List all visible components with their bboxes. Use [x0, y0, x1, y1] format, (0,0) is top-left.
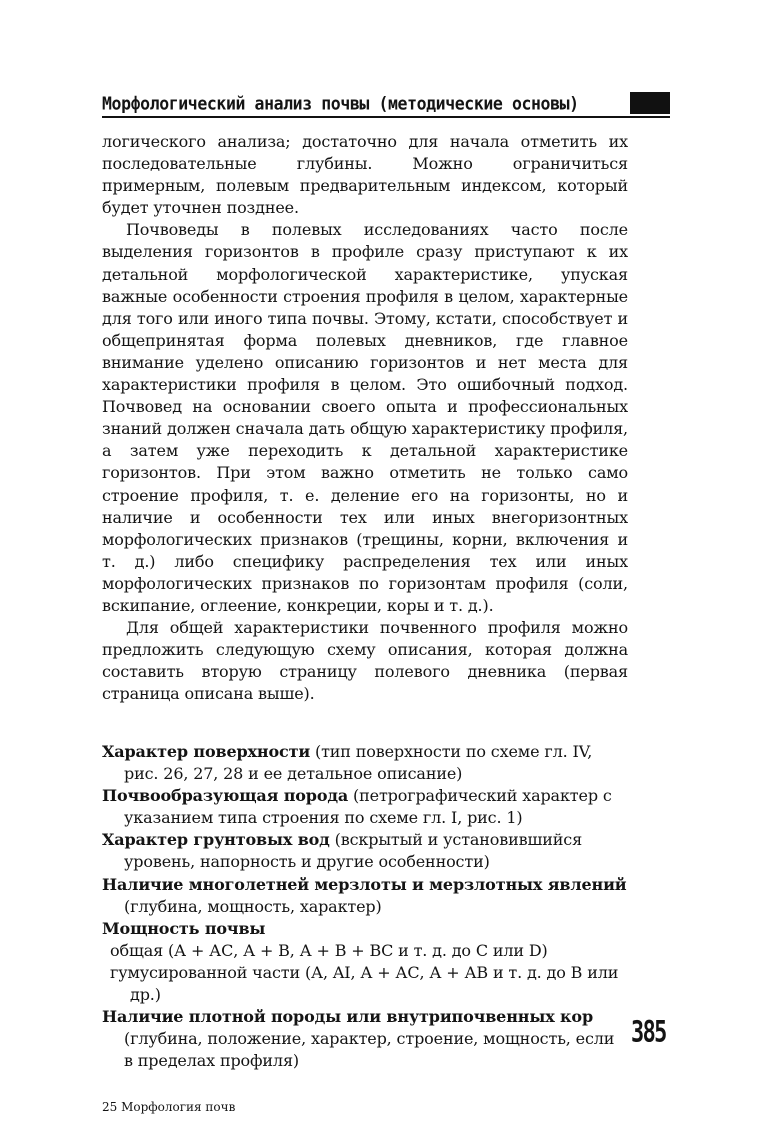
scheme-subentry: гумусированной части (А, AI, А + АС, А + АВ и т. д. до В или др.): [110, 962, 619, 1005]
scheme-entry-term: Наличие плотной породы или внутрипочвенных кор: [102, 1007, 593, 1027]
scheme-entry: [102, 918, 628, 940]
paragraph: Почвоведы в полевых исследованиях часто после выделения горизонтов в профиле сразу приступают к их детальной морфологической характеристике, упуская важные особенности строения профиля в целом, характерные для того или иного типа почвы. Этому, кстати, способствует и общепринятая форма полевых дневников, где главное внимание уделено описанию горизонтов и нет места для характеристики профиля в целом. Это ошибочный подход. Почвовед на основании своего опыта и профессиональных знаний должен сначала дать общую характеристику профиля, а затем уже переходить к детальной характеристике горизонтов. При этом важно отметить не только само строение профиля, т. е. деление его на горизонты, но и наличие и особенности тех или иных внегоризонтных морфологических признаков (трещины, корни, включения и т. д.) либо специфику распределения тех или иных морфологических признаков по горизонтам профиля (соли, вскипание, оглеение, конкреции, коры и т. д.).: [102, 220, 628, 615]
scheme-entry-term: Мощность почвы: [102, 918, 266, 938]
scheme-entry-text: (глубина, положение, характер, строение, мощность, если в пределах профиля): [124, 1029, 615, 1071]
page-number: 385: [631, 1014, 666, 1049]
header-black-bar: [630, 92, 670, 114]
scheme-subentry: общая (А + АС, А + В, А + В + ВС и т. д. до С или D): [110, 940, 548, 960]
scheme-entry: [102, 829, 628, 873]
running-header: [102, 92, 670, 114]
scheme-entry-text: (глубина, мощность, характер): [124, 896, 382, 916]
scheme-entry: [102, 874, 628, 918]
scheme-entry: [102, 1006, 628, 1072]
body-text: [102, 131, 628, 705]
footer-signature: 25 Морфология почв: [102, 1100, 236, 1114]
paragraph: Для общей характеристики почвенного профиля можно предложить следующую схему описания, которая должна составить вторую страницу полевого дневника (первая страница описана выше).: [102, 618, 628, 704]
scheme-entry: [102, 785, 628, 829]
scheme-entry-text: (тип поверхности по схеме гл. IV, рис. 26, 27, 28 и ее детальное описание): [124, 742, 593, 784]
paragraph-continuation: логического анализа; достаточно для начала отметить их последовательные глубины. Можно ограничиться примерным, полевым предварительным индексом, который будет уточнен позднее.: [102, 132, 628, 218]
header-rule: [102, 116, 670, 118]
scheme-entry-text: (петрографический характер с указанием типа строения по схеме гл. I, рис. 1): [124, 786, 612, 828]
scheme-entry-text: (вскрытый и установившийся уровень, напорность и другие особенности): [124, 830, 583, 872]
scheme-entry-term: Почвообразующая порода: [102, 786, 349, 806]
scheme-entry-term: Характер грунтовых вод: [102, 830, 330, 850]
running-header-title: Морфологический анализ почвы (методические основы): [102, 93, 579, 114]
scheme-entry-term: Характер поверхности: [102, 742, 311, 761]
scheme-entry-term: Наличие многолетней мерзлоты и мерзлотных явлений: [102, 874, 627, 894]
profile-description-scheme: [102, 741, 628, 1072]
scheme-entry: [102, 741, 628, 785]
